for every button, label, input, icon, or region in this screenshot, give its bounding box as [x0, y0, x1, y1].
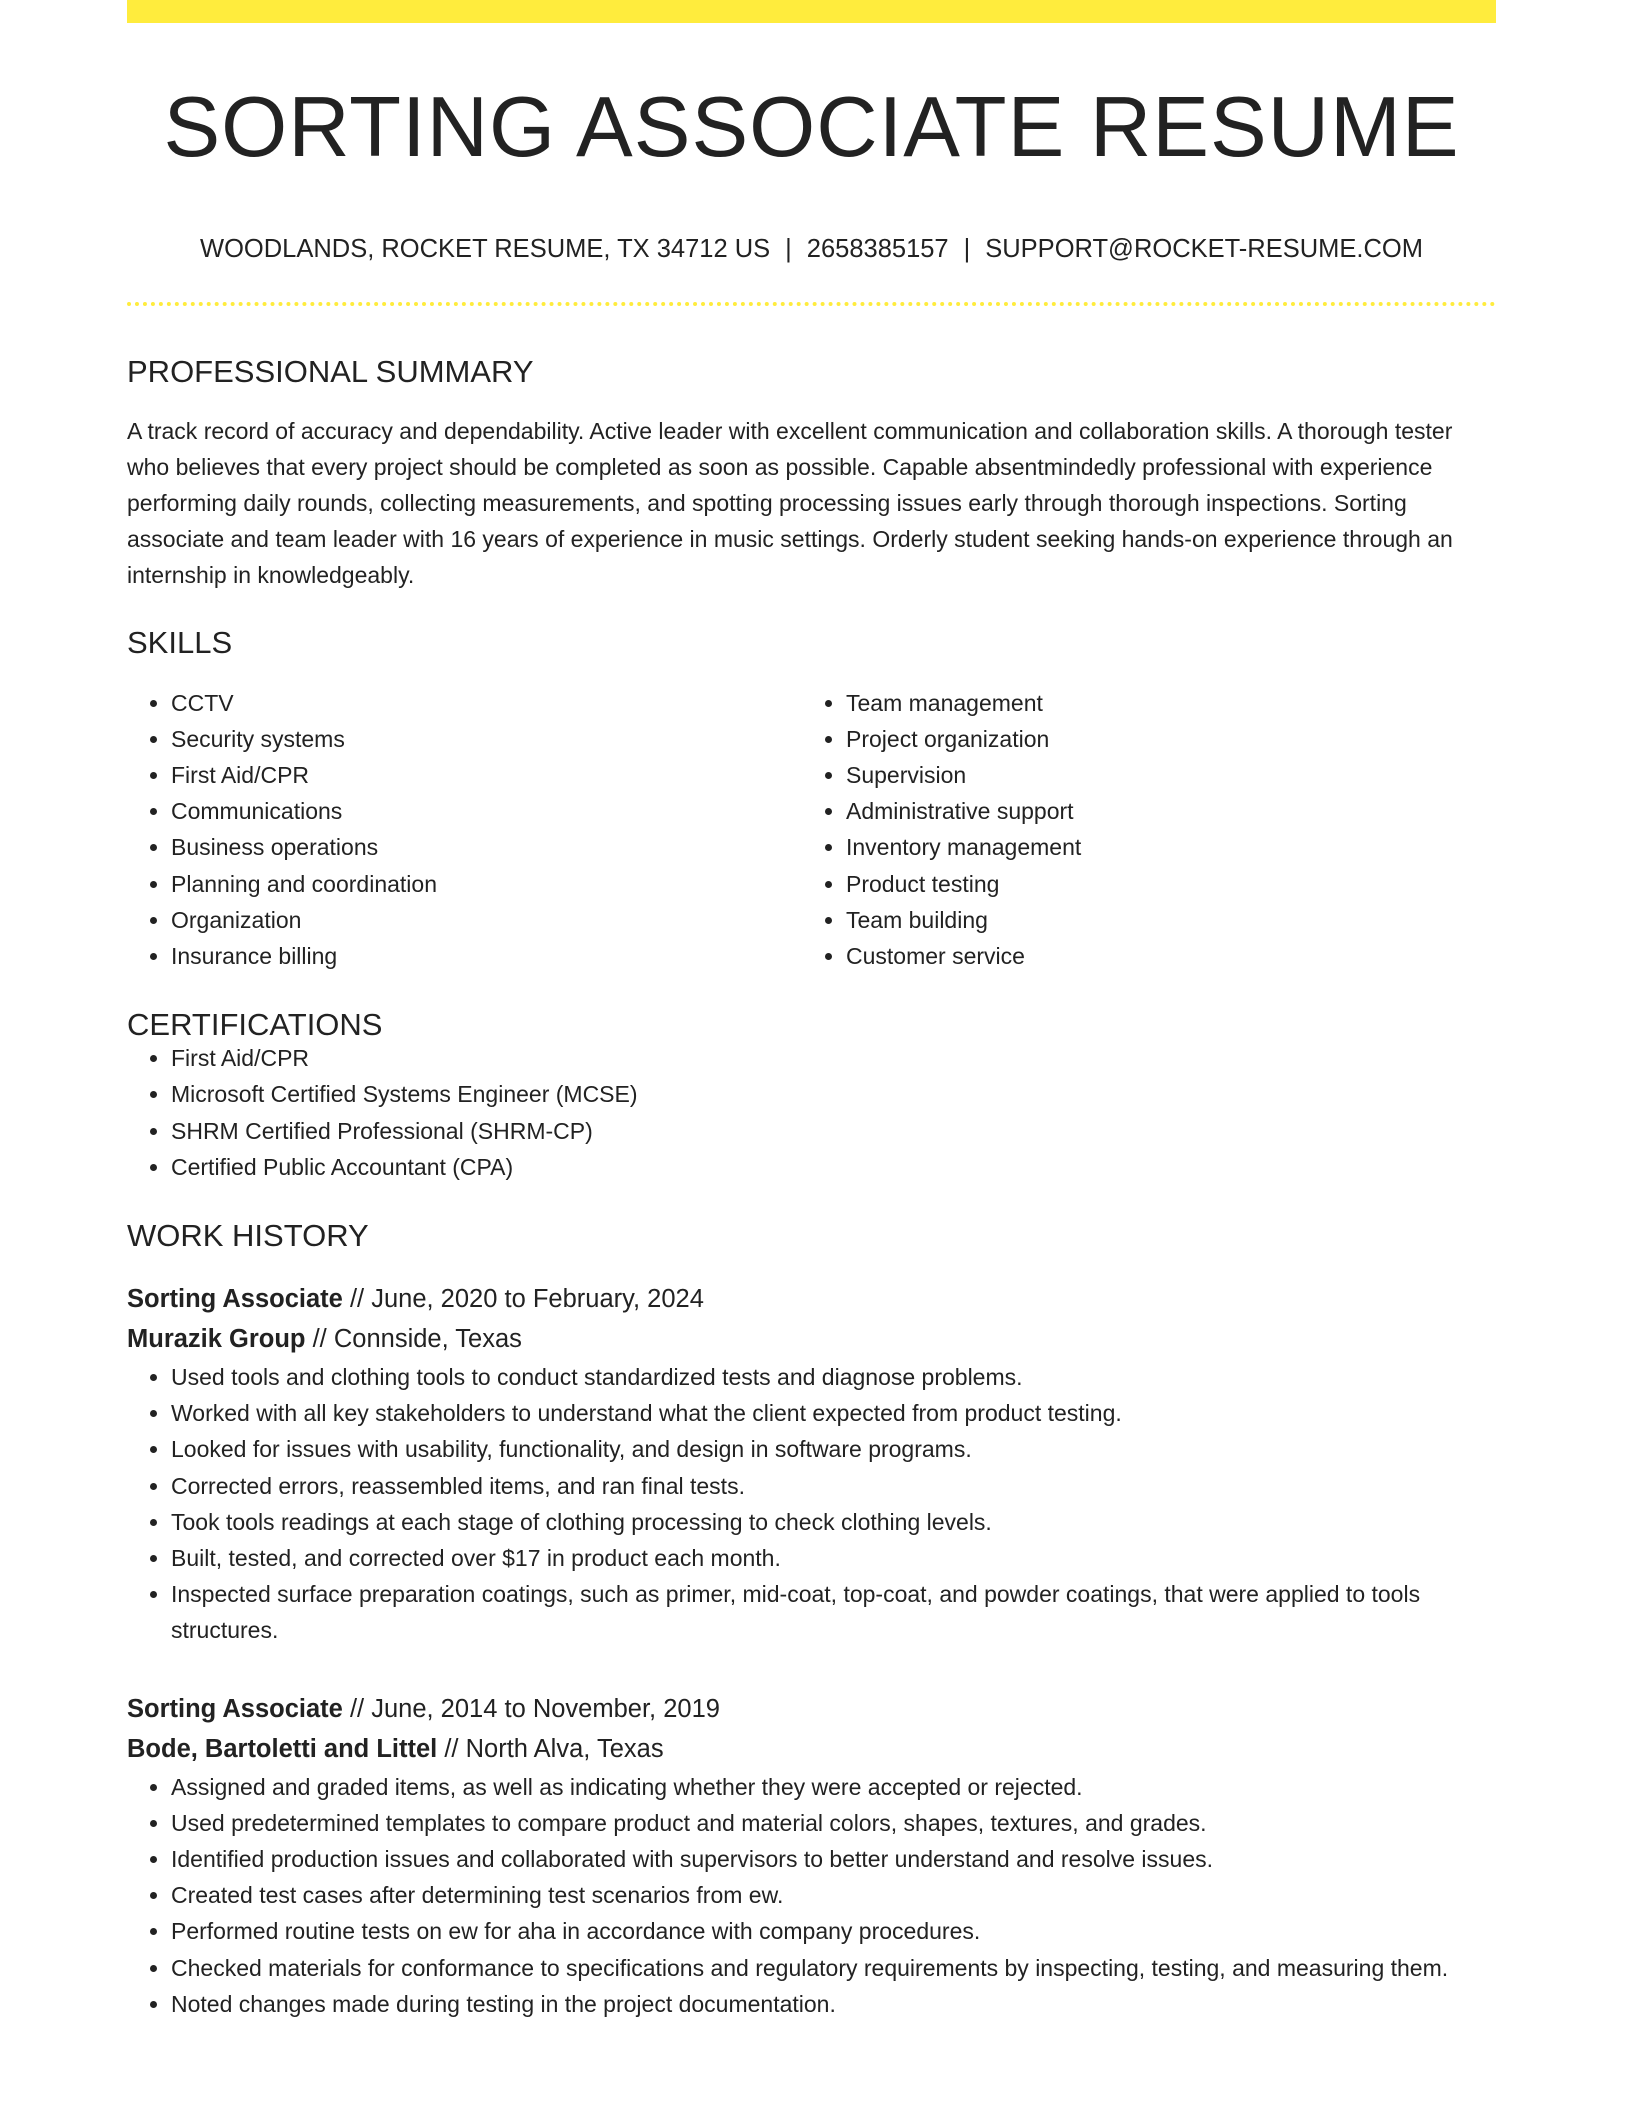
jobs-container	[127, 1279, 1496, 2022]
skill-item: • Team management	[846, 685, 1477, 721]
skill-item: • Insurance billing	[171, 938, 802, 974]
resume-page	[127, 0, 1496, 2022]
certifications-heading: CERTIFICATIONS	[127, 1007, 383, 1043]
job-company-line	[127, 1729, 1496, 1769]
skill-item: • CCTV	[171, 685, 802, 721]
job-duty-item: • Noted changes made during testing in the project documentation.	[171, 1986, 1496, 2022]
skills-list-right	[802, 685, 1477, 975]
certifications-list	[127, 1040, 1496, 1185]
job-duty-item: • Built, tested, and corrected over $17 in product each month.	[171, 1540, 1496, 1576]
job-separator: //	[305, 1324, 334, 1353]
skill-item: • Organization	[171, 902, 802, 938]
skills-column-right	[802, 685, 1477, 975]
job-duty-item: • Identified production issues and collaborated with supervisors to better understand and resolve issues.	[171, 1841, 1496, 1877]
skills-columns	[127, 685, 1496, 975]
job-entry	[127, 1279, 1496, 1649]
job-dates: June, 2020 to February, 2024	[371, 1284, 704, 1313]
skill-item: • Security systems	[171, 721, 802, 757]
contact-separator: |	[963, 235, 971, 263]
job-duty-item: • Took tools readings at each stage of clothing processing to check clothing levels.	[171, 1504, 1496, 1540]
skill-item: • First Aid/CPR	[171, 757, 802, 793]
skill-item: • Project organization	[846, 721, 1477, 757]
job-company: Bode, Bartoletti and Littel	[127, 1734, 438, 1763]
skill-item: • Supervision	[846, 757, 1477, 793]
job-location: Connside, Texas	[333, 1324, 522, 1353]
job-separator: //	[437, 1734, 466, 1763]
contact-line	[127, 237, 1496, 263]
skill-item: • Team building	[846, 902, 1477, 938]
job-duties-list	[127, 1359, 1496, 1649]
skills-column-left	[127, 685, 802, 975]
skill-item: • Customer service	[846, 938, 1477, 974]
work-history-heading: WORK HISTORY	[127, 1217, 369, 1253]
contact-separator: |	[785, 235, 792, 263]
certification-item: • Microsoft Certified Systems Engineer (MCSE)	[171, 1076, 1496, 1112]
job-duty-item: • Looked for issues with usability, functionality, and design in software programs.	[171, 1431, 1496, 1467]
summary-text: A track record of accuracy and dependability. Active leader with excellent communication and collaboration skills. A thorough tester who believes that every project should be completed as soon as possible. Capable absentmindedly professional with experience performing daily rounds, collecting measurements, and spotting processing issues early through thorough inspections. Sorting associate and team leader with 16 years of experience in music settings. Orderly student seeking hands-on experience through an internship in knowledgeably.	[127, 417, 1453, 588]
skills-list-left	[127, 685, 802, 975]
skill-item: • Planning and coordination	[171, 866, 802, 902]
job-duty-item: • Used tools and clothing tools to conduct standardized tests and diagnose problems.	[171, 1359, 1496, 1395]
skill-item: • Communications	[171, 793, 802, 829]
skill-item: • Product testing	[846, 866, 1477, 902]
certification-item: • Certified Public Accountant (CPA)	[171, 1149, 1496, 1185]
skill-item: • Business operations	[171, 829, 802, 865]
resume-title: SORTING ASSOCIATE RESUME	[163, 80, 1460, 175]
job-duty-item: • Used predetermined templates to compare product and material colors, shapes, textures, and grades.	[171, 1805, 1496, 1841]
job-title: Sorting Associate	[127, 1284, 343, 1313]
job-duty-item: • Checked materials for conformance to specifications and regulatory requirements by inspecting, testing, and measuring them.	[171, 1950, 1496, 1986]
top-accent-bar	[127, 0, 1496, 23]
certification-item: • SHRM Certified Professional (SHRM-CP)	[171, 1113, 1496, 1149]
job-separator: //	[342, 1694, 372, 1723]
skill-item: • Inventory management	[846, 829, 1477, 865]
job-company-line	[127, 1319, 1496, 1359]
job-title-line	[127, 1689, 1496, 1729]
skill-item: • Administrative support	[846, 793, 1477, 829]
contact-phone: 2658385157	[806, 235, 949, 263]
job-duty-item: • Worked with all key stakeholders to understand what the client expected from product testing.	[171, 1395, 1496, 1431]
job-duty-item: • Corrected errors, reassembled items, and ran final tests.	[171, 1468, 1496, 1504]
job-separator: //	[342, 1284, 372, 1313]
job-duty-item: • Inspected surface preparation coatings, such as primer, mid-coat, top-coat, and powder coatings, that were applied to tools structures.	[171, 1576, 1496, 1648]
contact-email: SUPPORT@ROCKET-RESUME.COM	[985, 235, 1423, 263]
job-dates: June, 2014 to November, 2019	[371, 1694, 720, 1723]
job-company: Murazik Group	[127, 1324, 306, 1353]
job-duties-list	[127, 1769, 1496, 2022]
job-duty-item: • Performed routine tests on ew for aha in accordance with company procedures.	[171, 1913, 1496, 1949]
job-title: Sorting Associate	[127, 1694, 343, 1723]
job-title-line	[127, 1279, 1496, 1319]
summary-heading: PROFESSIONAL SUMMARY	[127, 353, 534, 389]
dotted-divider	[127, 302, 1496, 306]
skills-heading: SKILLS	[127, 624, 233, 660]
job-entry	[127, 1689, 1496, 2022]
certification-item: • First Aid/CPR	[171, 1040, 1496, 1076]
job-duty-item: • Created test cases after determining test scenarios from ew.	[171, 1877, 1496, 1913]
contact-address: WOODLANDS, ROCKET RESUME, TX 34712 US	[200, 235, 771, 263]
job-duty-item: • Assigned and graded items, as well as indicating whether they were accepted or rejected.	[171, 1769, 1496, 1805]
job-location: North Alva, Texas	[465, 1734, 664, 1763]
